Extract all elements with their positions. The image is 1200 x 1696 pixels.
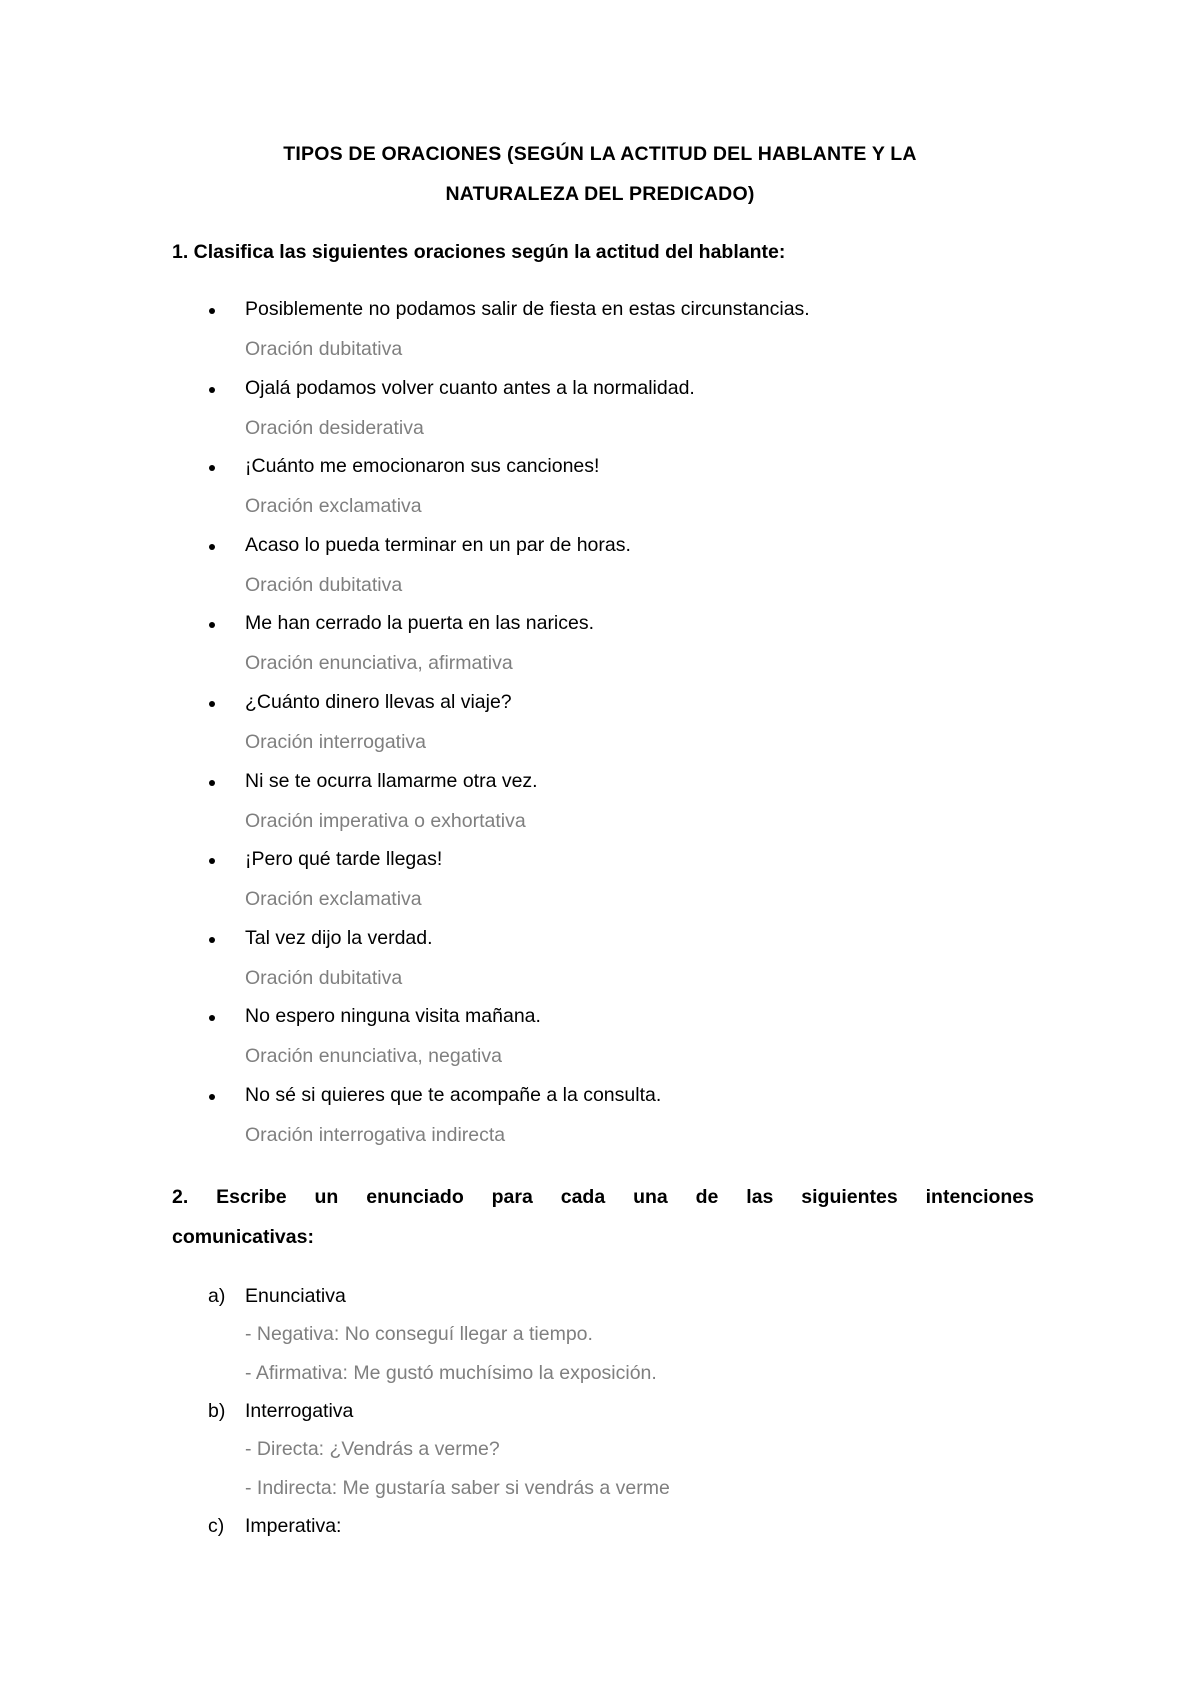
bullet-icon (209, 701, 215, 707)
heading-word: Escribe (216, 1186, 287, 1208)
section-label: a) (208, 1285, 226, 1307)
list-item (0, 1005, 1200, 1084)
list-item (0, 770, 1200, 849)
section-b-sub-1: - Directa: ¿Vendrás a verme? (245, 1438, 500, 1460)
section-label: c) (208, 1515, 225, 1537)
heading-word: las (746, 1186, 774, 1208)
list-item (0, 848, 1200, 927)
heading-word: un (314, 1186, 339, 1208)
sentence-text: Posiblemente no podamos salir de fiesta en estas circunstancias. (245, 298, 810, 320)
bullet-icon (209, 622, 215, 628)
heading-word: una (633, 1186, 668, 1208)
answer-text: Oración desiderativa (245, 416, 424, 439)
answer-text: Oración exclamativa (245, 495, 422, 518)
list-item (0, 298, 1200, 377)
section-a-sub-1: - Negativa: No conseguí llegar a tiempo. (245, 1323, 593, 1345)
answer-text: Oración interrogativa (245, 730, 427, 753)
bullet-icon (209, 1094, 215, 1100)
list-item (0, 612, 1200, 691)
bullet-icon (209, 780, 215, 786)
bullet-icon (209, 1015, 215, 1021)
list-item (0, 534, 1200, 613)
heading-word: enunciado (366, 1186, 464, 1208)
sentence-text: No sé si quieres que te acompañe a la consulta. (245, 1083, 662, 1106)
heading-word: de (695, 1186, 719, 1208)
exercise-1-heading: 1. Clasifica las siguientes oraciones según la actitud del hablante: (172, 241, 786, 263)
page-title-line-1: TIPOS DE ORACIONES (SEGÚN LA ACTITUD DEL HABLANTE Y LA (283, 143, 917, 165)
section-name: Interrogativa (245, 1400, 354, 1422)
exercise-1-list (0, 298, 1200, 1163)
heading-word: 2. (172, 1186, 189, 1208)
sentence-text: ¡Pero qué tarde llegas! (245, 848, 443, 871)
bullet-icon (209, 544, 215, 550)
heading-word: intenciones (925, 1186, 1034, 1208)
sentence-text: No espero ninguna visita mañana. (245, 1005, 541, 1028)
bullet-icon (209, 387, 215, 393)
bullet-icon (209, 858, 215, 864)
heading-word: siguientes (801, 1186, 898, 1208)
list-item (0, 1084, 1200, 1163)
sentence-text: Tal vez dijo la verdad. (245, 926, 433, 949)
exercise-2-heading-line-2: comunicativas: (172, 1226, 314, 1248)
answer-text: Oración enunciativa, negativa (245, 1045, 502, 1068)
sentence-text: Me han cerrado la puerta en las narices. (245, 612, 595, 635)
section-b-sub-2: - Indirecta: Me gustaría saber si vendrás a verme (245, 1477, 670, 1499)
answer-text: Oración imperativa o exhortativa (245, 809, 526, 832)
section-name: Imperativa: (245, 1515, 342, 1537)
sentence-text: Acaso lo pueda terminar en un par de horas. (245, 533, 631, 556)
list-item (0, 377, 1200, 456)
sentence-text: Ni se te ocurra llamarme otra vez. (245, 769, 538, 792)
heading-word: cada (560, 1186, 606, 1208)
bullet-icon (209, 308, 215, 314)
exercise-2-heading (172, 1186, 1034, 1209)
section-name: Enunciativa (245, 1285, 346, 1307)
page-title-line-2: NATURALEZA DEL PREDICADO) (445, 183, 755, 205)
list-item (0, 455, 1200, 534)
answer-text: Oración dubitativa (245, 338, 403, 360)
list-item (0, 927, 1200, 1006)
answer-text: Oración interrogativa indirecta (245, 1123, 506, 1146)
section-a-sub-2: - Afirmativa: Me gustó muchísimo la exposición. (245, 1362, 657, 1384)
answer-text: Oración dubitativa (245, 966, 403, 989)
answer-text: Oración enunciativa, afirmativa (245, 652, 513, 675)
list-item (0, 691, 1200, 770)
section-label: b) (208, 1400, 226, 1422)
bullet-icon (209, 937, 215, 943)
sentence-text: Ojalá podamos volver cuanto antes a la normalidad. (245, 376, 695, 399)
answer-text: Oración exclamativa (245, 888, 422, 911)
sentence-text: ¿Cuánto dinero llevas al viaje? (245, 690, 512, 713)
sentence-text: ¡Cuánto me emocionaron sus canciones! (245, 455, 600, 478)
answer-text: Oración dubitativa (245, 573, 403, 596)
heading-word: para (491, 1186, 533, 1208)
bullet-icon (209, 465, 215, 471)
